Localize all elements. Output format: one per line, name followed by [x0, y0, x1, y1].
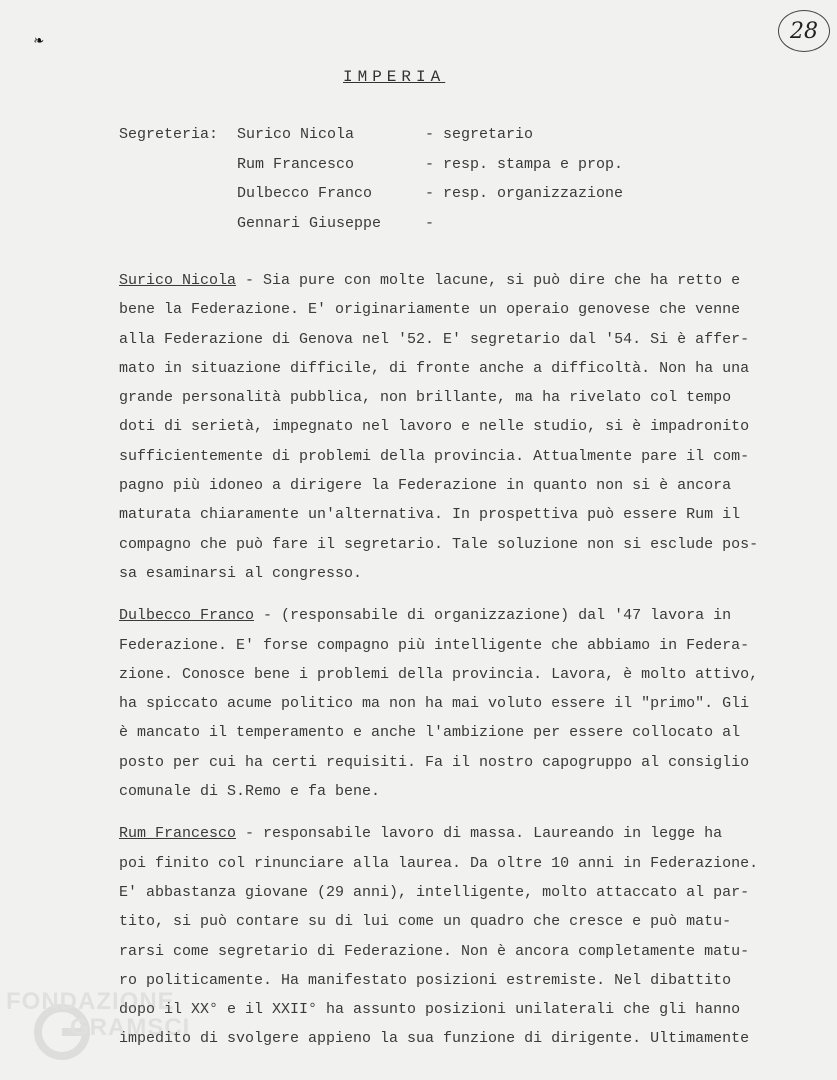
text-line [119, 360, 819, 389]
line-text: zione. Conosce bene i problemi della provincia. Lavora, è molto attivo, [119, 665, 759, 683]
text-line [119, 272, 819, 301]
text-line [119, 666, 819, 695]
text-line [119, 1030, 819, 1059]
member-name: Rum Francesco [237, 155, 355, 173]
line-text: ro politicamente. Ha manifestato posizioni estremiste. Nel dibattito [119, 971, 732, 989]
line-text: compagno che può fare il segretario. Tale soluzione non si esclude pos- [119, 535, 759, 553]
member-role: - [425, 214, 435, 232]
text-line [119, 536, 819, 565]
profile-name: Dulbecco Franco [119, 607, 255, 625]
page-number: 28 [778, 10, 830, 52]
member-role: - resp. organizzazione [425, 185, 624, 202]
line-text: impedito di svolgere appieno la sua funzione di dirigente. Ultimamente [119, 1030, 750, 1048]
line-text: - responsabile lavoro di massa. Laureando in legge ha [236, 825, 723, 843]
profile-paragraph [119, 272, 819, 594]
segreteria-label: Segreteria: [119, 126, 219, 143]
line-text: sa esaminarsi al congresso. [119, 564, 363, 582]
profile-paragraph [119, 607, 819, 812]
text-line [119, 607, 819, 636]
line-text: alla Federazione di Genova nel '52. E' segretario dal '54. Si è affer- [119, 330, 750, 348]
line-text: E' abbastanza giovane (29 anni), intelligente, molto attaccato al par- [119, 883, 750, 901]
line-text: tito, si può contare su di lui come un quadro che cresce e può matu- [119, 913, 732, 931]
line-text: - Sia pure con molte lacune, si può dire che ha retto e [236, 272, 741, 289]
line-text: comunale di S.Remo e fa bene. [119, 783, 381, 801]
member-name: Dulbecco Franco [237, 185, 373, 202]
line-text: bene la Federazione. E' originariamente un operaio genovese che venne [119, 301, 741, 319]
text-line [119, 783, 819, 812]
text-line [119, 972, 819, 1001]
text-line [119, 913, 819, 942]
line-text: ha spiccato acume politico ma non ha mai voluto essere il "primo". Gli [119, 695, 750, 713]
text-line [119, 724, 819, 753]
line-text: maturata chiaramente un'alternativa. In prospettiva può essere Rum il [119, 506, 741, 524]
text-line [119, 565, 819, 594]
text-line [119, 477, 819, 506]
text-line [119, 418, 819, 447]
line-text: Federazione. E' forse compagno più intelligente che abbiamo in Federa- [119, 636, 750, 654]
member-name: Gennari Giuseppe [237, 214, 382, 232]
text-line [119, 506, 819, 535]
watermark [6, 988, 216, 1058]
text-line [119, 448, 819, 477]
text-line [119, 301, 819, 330]
member-role: - resp. stampa e prop. [425, 155, 624, 173]
text-line [119, 943, 819, 972]
line-text: sufficientemente di problemi della provincia. Attualmente pare il com- [119, 447, 750, 465]
line-text: posto per cui ha certi requisiti. Fa il nostro capogruppo al consiglio [119, 753, 750, 771]
profile-name: Rum Francesco [119, 825, 237, 843]
line-text: pagno più idoneo a dirigere la Federazione in quanto non si è ancora [119, 477, 732, 495]
text-line [119, 825, 819, 854]
text-line [119, 637, 819, 666]
profile-name: Surico Nicola [119, 272, 237, 289]
watermark-line2: GRAMSCI [70, 1014, 191, 1041]
text-line [119, 1001, 819, 1030]
text-line [119, 754, 819, 783]
line-text: rarsi come segretario di Federazione. Non è ancora completamente matu- [119, 942, 750, 960]
member-role: - segretario [425, 126, 534, 143]
corner-mark: ❧ [34, 32, 44, 50]
document-body [119, 272, 819, 1073]
profile-paragraph [119, 825, 819, 1059]
text-line [119, 884, 819, 913]
text-line [119, 855, 819, 884]
line-text: dopo il XX° e il XXII° ha assunto posizioni unilaterali che gli hanno [119, 1001, 741, 1019]
text-line [119, 331, 819, 360]
member-name: Surico Nicola [237, 126, 355, 143]
document-title: IMPERIA [343, 68, 446, 86]
line-text: - (responsabile di organizzazione) dal '47 lavora in [254, 607, 732, 625]
watermark-line1: FONDAZIONE [6, 988, 175, 1015]
text-line [119, 695, 819, 724]
line-text: mato in situazione difficile, di fronte anche a difficoltà. Non ha una [119, 359, 750, 377]
text-line [119, 389, 819, 418]
line-text: grande personalità pubblica, non brillante, ma ha rivelato col tempo [119, 389, 732, 407]
line-text: è mancato il temperamento e anche l'ambizione per essere collocato al [119, 724, 741, 742]
line-text: poi finito col rinunciare alla laurea. Da oltre 10 anni in Federazione. [119, 854, 759, 872]
line-text: doti di serietà, impegnato nel lavoro e nelle studio, si è impadronito [119, 418, 750, 436]
